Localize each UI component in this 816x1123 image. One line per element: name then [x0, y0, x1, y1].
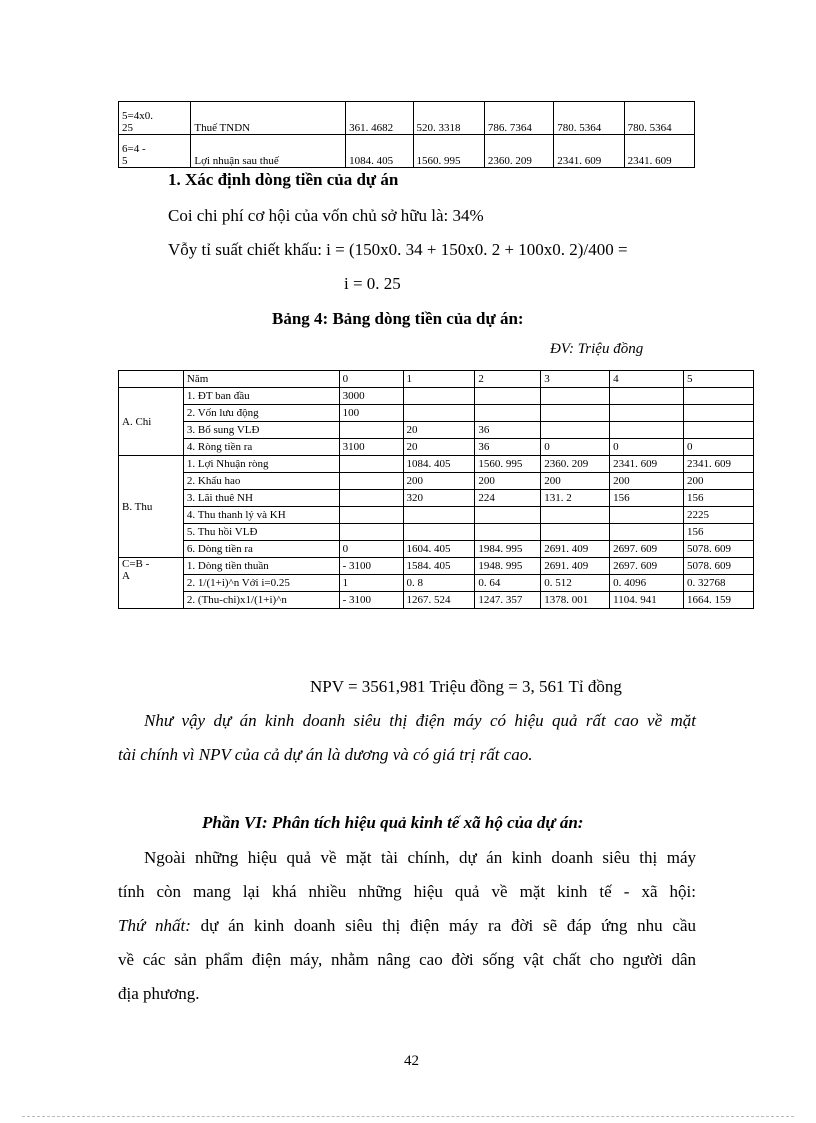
table-cell — [339, 507, 403, 524]
table-cell: 0 — [541, 439, 610, 456]
column-header: 5 — [684, 371, 754, 388]
page-bottom-border — [22, 1116, 794, 1117]
row-label: 2. (Thu-chi)x1/(1+i)^n — [183, 592, 339, 609]
table-cell — [610, 405, 684, 422]
row-label: 3. Lãi thuê NH — [183, 490, 339, 507]
table-cell — [475, 507, 541, 524]
table-row — [119, 575, 754, 592]
table-cell: 1948. 995 — [475, 558, 541, 575]
table-cell: 2341. 609 — [554, 135, 624, 168]
table-cell — [339, 422, 403, 439]
table-cell: 2225 — [684, 507, 754, 524]
row-label: 1. ĐT ban đầu — [183, 388, 339, 405]
table-cell: 320 — [403, 490, 475, 507]
table-cell — [475, 405, 541, 422]
part6-para1-line2: tính còn mang lại khá nhiều những hiệu quả về mặt kinh tế - xã hội: — [118, 882, 696, 901]
table-cell: 200 — [541, 473, 610, 490]
table-row — [119, 490, 754, 507]
table-cell: 0 — [684, 439, 754, 456]
row-label: 5. Thu hồi VLĐ — [183, 524, 339, 541]
table-row — [119, 473, 754, 490]
table-cell: 200 — [475, 473, 541, 490]
first-point-label: Thứ nhất: — [118, 916, 191, 935]
table-cell: 0. 512 — [541, 575, 610, 592]
table-row — [119, 422, 754, 439]
table-cell: 20 — [403, 422, 475, 439]
table-cell: 131. 2 — [541, 490, 610, 507]
table-cell: 2341. 609 — [610, 456, 684, 473]
table-cell — [684, 422, 754, 439]
table-cell: 156 — [684, 490, 754, 507]
table-row — [119, 592, 754, 609]
table-cell: 361. 4682 — [346, 102, 413, 135]
table-cell: 6=4 - 5 — [119, 135, 191, 168]
table-cell: 5078. 609 — [684, 541, 754, 558]
table-cell — [610, 422, 684, 439]
table-cell — [403, 405, 475, 422]
table-row — [119, 135, 695, 168]
table-cell: 1604. 405 — [403, 541, 475, 558]
table-cell: 2691. 409 — [541, 558, 610, 575]
table-cell: 1084. 405 — [346, 135, 413, 168]
table-row — [119, 524, 754, 541]
table-cell: 0. 8 — [403, 575, 475, 592]
table-row — [119, 558, 754, 575]
page-number: 42 — [404, 1053, 419, 1069]
part6-para2-line1 — [118, 916, 696, 936]
column-header: 4 — [610, 371, 684, 388]
column-header: 1 — [403, 371, 475, 388]
row-label: 4. Ròng tiền ra — [183, 439, 339, 456]
table-cell: 224 — [475, 490, 541, 507]
table-cell: 3000 — [339, 388, 403, 405]
table-cell: 1560. 995 — [413, 135, 484, 168]
conclusion-line-2: tài chính vì NPV của cả dự án là dương và có giá trị rất cao. — [118, 745, 533, 764]
table-cell: 200 — [403, 473, 475, 490]
table-cell — [339, 490, 403, 507]
table-cell — [541, 524, 610, 541]
part6-para1-line1: Ngoài những hiệu quả về mặt tài chính, dự án kinh doanh siêu thị máy — [144, 848, 696, 867]
discount-rate-result: i = 0. 25 — [344, 274, 401, 293]
column-header: 0 — [339, 371, 403, 388]
table-cell: - 3100 — [339, 558, 403, 575]
table-cell: 20 — [403, 439, 475, 456]
table-cell: 1084. 405 — [403, 456, 475, 473]
table-cell: 0 — [610, 439, 684, 456]
column-header: 3 — [541, 371, 610, 388]
profit-tax-table — [118, 101, 695, 168]
row-label: 2. 1/(1+i)^n Với i=0.25 — [183, 575, 339, 592]
table-cell: Lợi nhuận sau thuế — [191, 135, 346, 168]
table-cell — [610, 388, 684, 405]
table-cell — [403, 524, 475, 541]
table-row — [119, 507, 754, 524]
table-cell: 1378. 001 — [541, 592, 610, 609]
table-cell — [475, 524, 541, 541]
row-label: 1. Lợi Nhuận ròng — [183, 456, 339, 473]
table-cell: 2360. 209 — [541, 456, 610, 473]
part6-heading: Phần VI: Phân tích hiệu quả kinh tế xã hộ của dự án: — [202, 813, 584, 832]
table-cell: 5078. 609 — [684, 558, 754, 575]
table-cell — [339, 473, 403, 490]
row-label: 6. Dòng tiền ra — [183, 541, 339, 558]
table-cell — [610, 524, 684, 541]
row-label: 2. Vốn lưu động — [183, 405, 339, 422]
table-cell: 1560. 995 — [475, 456, 541, 473]
table-cell: 5=4x0. 25 — [119, 102, 191, 135]
table-cell — [541, 507, 610, 524]
table-row — [119, 456, 754, 473]
table-cell: Thuế TNDN — [191, 102, 346, 135]
table-cell — [684, 388, 754, 405]
table-cell — [403, 507, 475, 524]
table-cell: 36 — [475, 422, 541, 439]
column-header — [119, 371, 184, 388]
table-cell: 786. 7364 — [484, 102, 553, 135]
table-cell — [339, 456, 403, 473]
table-cell: 1267. 524 — [403, 592, 475, 609]
table-cell: - 3100 — [339, 592, 403, 609]
table-cell — [475, 388, 541, 405]
table-cell — [541, 388, 610, 405]
table-cell: 1664. 159 — [684, 592, 754, 609]
table-row — [119, 541, 754, 558]
table-cell: 156 — [684, 524, 754, 541]
table-cell: 2691. 409 — [541, 541, 610, 558]
discount-rate-formula: Vỗy tỉ suất chiết khấu: i = (150x0. 34 + 150x0. 2 + 100x0. 2)/400 = — [168, 240, 628, 259]
table-cell — [684, 405, 754, 422]
table-cell: 0. 32768 — [684, 575, 754, 592]
first-point-text: dự án kinh doanh siêu thị điện máy ra đời sẽ đáp ứng nhu cầu — [190, 916, 696, 935]
table-cell: 780. 5364 — [624, 102, 694, 135]
table-cell — [339, 524, 403, 541]
npv-result: NPV = 3561,981 Triệu đồng = 3, 561 Tỉ đồng — [310, 677, 622, 696]
column-header: 2 — [475, 371, 541, 388]
group-label: B. Thu — [119, 456, 184, 558]
table-cell: 200 — [610, 473, 684, 490]
table-cell: 36 — [475, 439, 541, 456]
table-cell — [403, 388, 475, 405]
table-cell: 780. 5364 — [554, 102, 624, 135]
table-row — [119, 405, 754, 422]
table-cell: 3100 — [339, 439, 403, 456]
conclusion-line-1: Như vậy dự án kinh doanh siêu thị điện máy có hiệu quả rất cao về mặt — [144, 711, 696, 730]
row-label: 2. Khấu hao — [183, 473, 339, 490]
table-cell: 1247. 357 — [475, 592, 541, 609]
table-cell: 2341. 609 — [684, 456, 754, 473]
table-cell: 1 — [339, 575, 403, 592]
table-cell: 100 — [339, 405, 403, 422]
table-cell — [541, 422, 610, 439]
table-cell — [610, 507, 684, 524]
row-label: 3. Bổ sung VLĐ — [183, 422, 339, 439]
table-row — [119, 439, 754, 456]
group-label: C=B - A — [119, 558, 184, 609]
table-cell: 2697. 609 — [610, 558, 684, 575]
section-heading: 1. Xác định dòng tiền của dự án — [168, 170, 399, 189]
table-cell: 520. 3318 — [413, 102, 484, 135]
table-title: Bảng 4: Bảng dòng tiền của dự án: — [272, 309, 524, 328]
cash-flow-table — [118, 370, 754, 609]
table-cell: 2360. 209 — [484, 135, 553, 168]
part6-para2-line2: về các sản phẩm điện máy, nhằm nâng cao đời sống vật chất cho người dân — [118, 950, 696, 969]
row-label: 1. Dòng tiền thuần — [183, 558, 339, 575]
group-label: A. Chi — [119, 388, 184, 456]
table-header-row — [119, 371, 754, 388]
table-cell: 2697. 609 — [610, 541, 684, 558]
table-row — [119, 388, 754, 405]
part6-para2-line3: địa phương. — [118, 984, 200, 1003]
table-cell: 200 — [684, 473, 754, 490]
table-cell: 0 — [339, 541, 403, 558]
table-cell: 1584. 405 — [403, 558, 475, 575]
table-cell: 0. 64 — [475, 575, 541, 592]
opportunity-cost-text: Coi chi phí cơ hội của vốn chủ sở hữu là: 34% — [168, 206, 484, 225]
table-cell: 2341. 609 — [624, 135, 694, 168]
table-cell: 1104. 941 — [610, 592, 684, 609]
unit-label: ĐV: Triệu đồng — [550, 341, 644, 357]
column-header: Năm — [183, 371, 339, 388]
row-label: 4. Thu thanh lý và KH — [183, 507, 339, 524]
table-row — [119, 102, 695, 135]
table-cell: 1984. 995 — [475, 541, 541, 558]
table-cell: 0. 4096 — [610, 575, 684, 592]
table-cell — [541, 405, 610, 422]
table-cell: 156 — [610, 490, 684, 507]
